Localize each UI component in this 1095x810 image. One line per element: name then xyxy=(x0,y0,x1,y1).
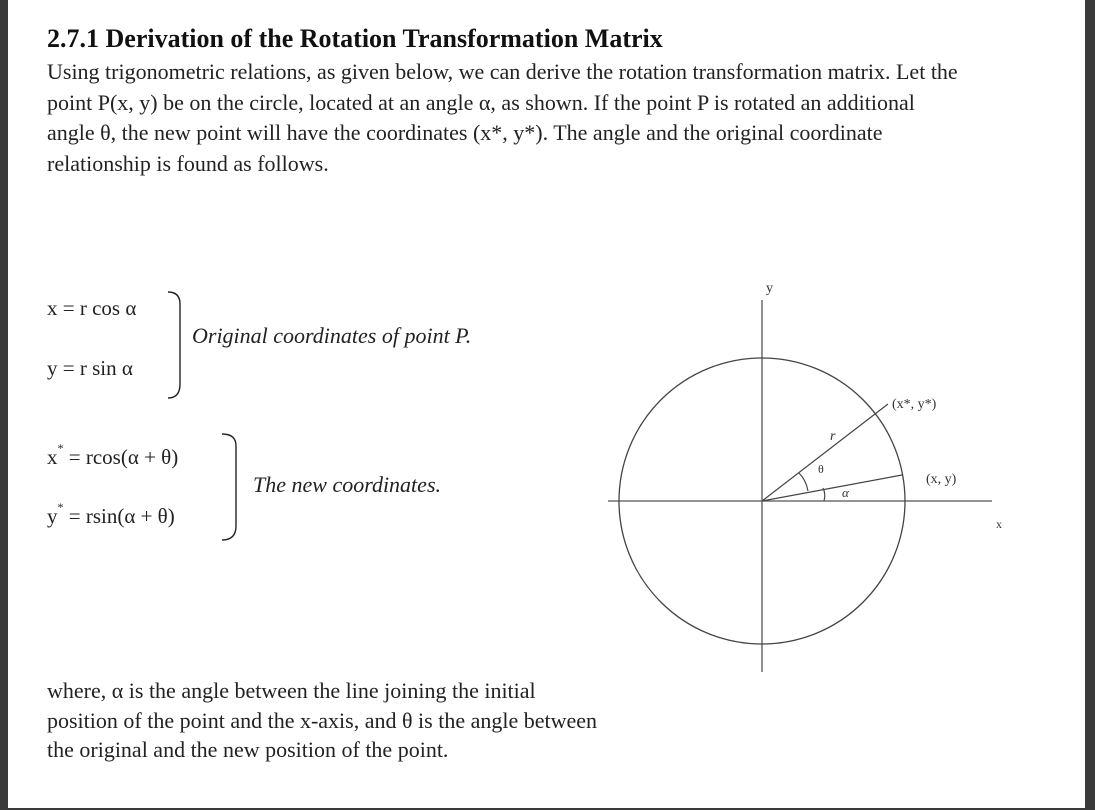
radius-point xyxy=(762,475,902,501)
theta-arc xyxy=(799,473,808,491)
point-label: (x, y) xyxy=(926,472,957,487)
radius-new-point xyxy=(762,404,888,501)
new-y-rhs: = rsin(α + θ) xyxy=(68,504,175,528)
equation-original-y: y = r sin α xyxy=(47,356,133,380)
alpha-label: α xyxy=(842,485,849,500)
new-point-label: (x*, y*) xyxy=(892,397,937,412)
footer-paragraph: where, α is the angle between the line joining the initial position of the point and the x-axis, and θ is the angle between the original and the new position of the point. xyxy=(47,678,598,762)
equation-new-y xyxy=(47,500,175,529)
radius-label: r xyxy=(830,429,836,444)
new-x-star: * xyxy=(57,441,64,455)
document-page xyxy=(8,0,1085,808)
x-axis-label: x xyxy=(996,517,1002,531)
rotation-diagram xyxy=(598,270,1018,690)
new-x-variable: x xyxy=(47,445,58,469)
y-axis-label: y xyxy=(766,281,773,296)
brace-new xyxy=(220,432,244,544)
equation-new-x xyxy=(47,441,179,470)
new-x-rhs: = rcos(α + θ) xyxy=(68,445,179,469)
note-new-coordinates: The new coordinates. xyxy=(253,472,441,497)
new-y-variable: y xyxy=(47,504,58,528)
theta-label: θ xyxy=(818,462,824,476)
equation-original-x: x = r cos α xyxy=(47,296,137,320)
new-y-star: * xyxy=(57,500,64,514)
section-title: 2.7.1 Derivation of the Rotation Transformation Matrix xyxy=(47,24,663,53)
note-original-coordinates: Original coordinates of point P. xyxy=(192,323,472,348)
brace-original xyxy=(166,290,188,402)
intro-paragraph: Using trigonometric relations, as given below, we can derive the rotation transformation matrix. Let the point P(x, y) be on the circle, located at an angle α, as shown. If the point P is rotated an additional angle θ, the new point will have the coordinates (x*, y*). The angle and the original coordinate relationship is found as follows. xyxy=(47,59,958,176)
